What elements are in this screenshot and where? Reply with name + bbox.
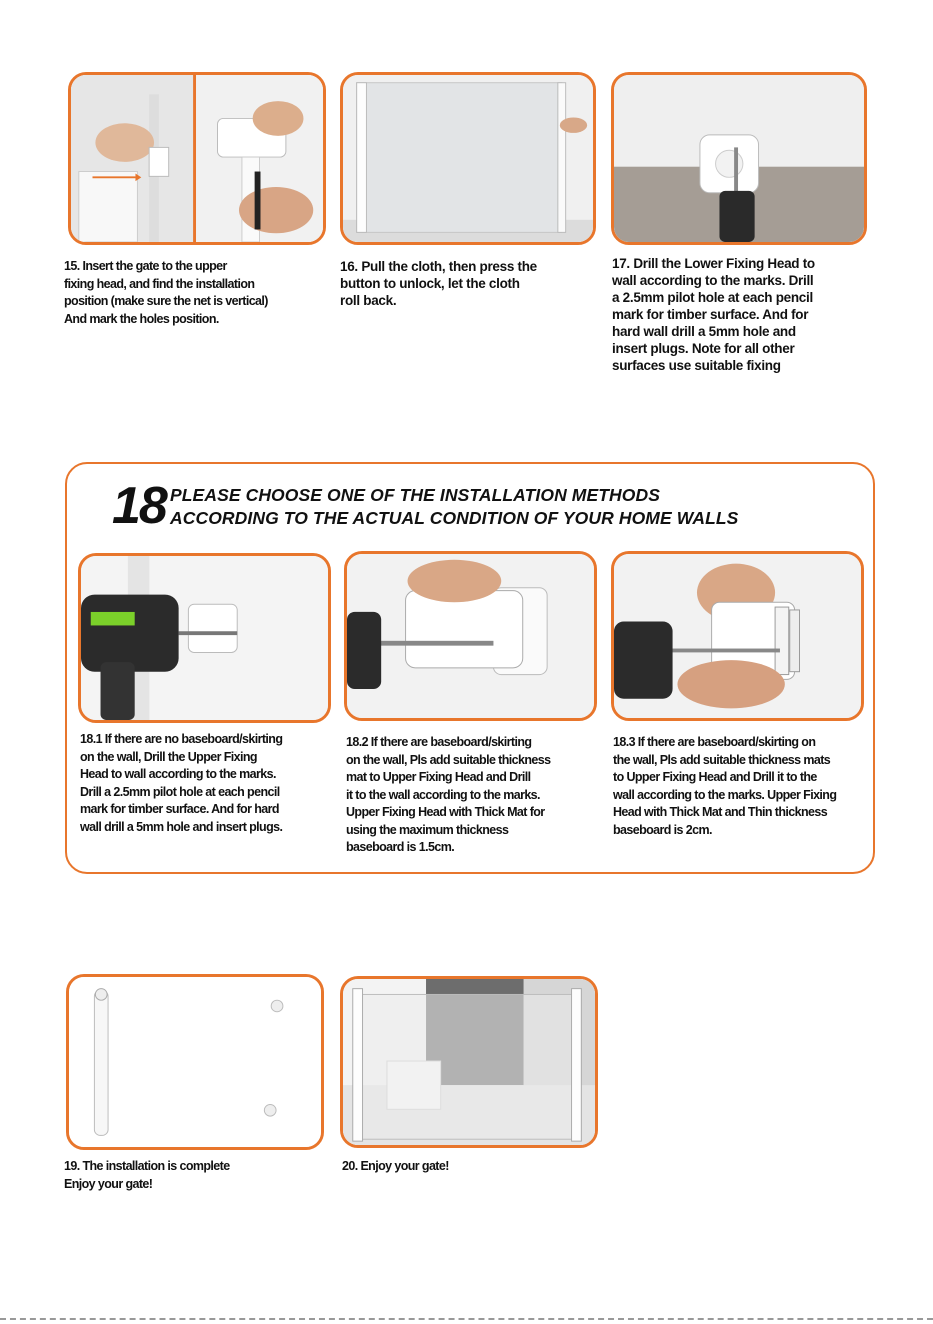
photo-step-19 (66, 974, 324, 1150)
method-18-1-caption: 18.1 If there are no baseboard/skirting on the wall, Drill the Upper Fixing Head to wall according to the marks. Drill a 2.5mm pilot hole at each pencil mark for timber surface. And for hard wall drill a 5mm hole and insert plugs. (80, 732, 283, 834)
photo-method-18-1 (78, 553, 331, 723)
step-18-headline-line1: PLEASE CHOOSE ONE OF THE INSTALLATION METHODS (170, 485, 660, 505)
step-20-caption: 20. Enjoy your gate! (342, 1159, 449, 1173)
step-18-headline-line2: ACCORDING TO THE ACTUAL CONDITION OF YOUR HOME WALLS (170, 508, 739, 528)
step-15-caption: 15. Insert the gate to the upper fixing head, and find the installation position (make sure the net is vertical) And mark the holes position. (64, 259, 268, 326)
page-bottom-dashed-line (0, 1318, 933, 1320)
step-18-number: 18 (112, 477, 166, 535)
method-18-2-caption: 18.2 If there are baseboard/skirting on the wall, Pls add suitable thickness mat to Upper Fixing Head and Drill it to the wall according to the marks. Upper Fixing Head with Thick Mat for using the maximum thickness baseboard is 1.5cm. (346, 735, 551, 854)
photo-step-20 (340, 976, 598, 1148)
photo-method-18-3 (611, 551, 864, 721)
step-16-caption: 16. Pull the cloth, then press the button to unlock, let the cloth roll back. (340, 259, 537, 308)
photo-step-16 (340, 72, 596, 245)
step-19-caption: 19. The installation is complete Enjoy your gate! (64, 1159, 230, 1191)
step-18-headline (170, 484, 738, 530)
method-18-3-caption: 18.3 If there are baseboard/skirting on the wall, Pls add suitable thickness mats to Upper Fixing Head and Drill it to the wall according to the marks. Upper Fixing Head with Thick Mat and Thin thickness baseboard is 2cm. (613, 735, 837, 837)
photo-step-17 (611, 72, 867, 245)
step-17-caption: 17. Drill the Lower Fixing Head to wall according to the marks. Drill a 2.5mm pilot hole at each pencil mark for timber surface. And for hard wall drill a 5mm hole and insert plugs. Note for all other surfaces use suitable fixing (612, 256, 815, 373)
photo-step-15 (68, 72, 326, 245)
photo-method-18-2 (344, 551, 597, 721)
